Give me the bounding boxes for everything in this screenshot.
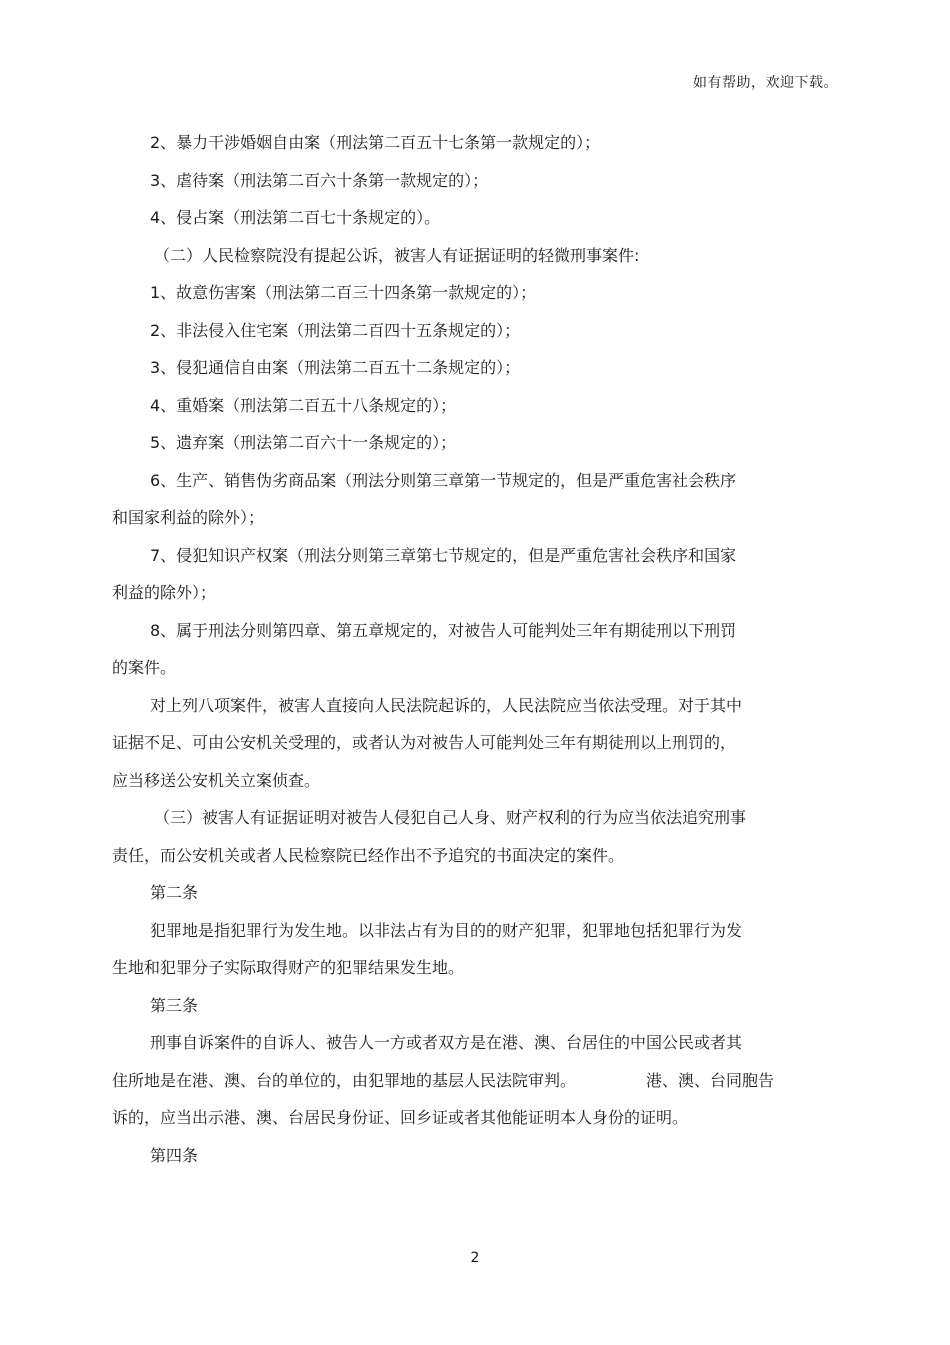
text-line: 利益的除外）； [112,583,217,602]
text-line: 生地和犯罪分子实际取得财产的犯罪结果发生地。 [112,958,465,977]
article-heading: 第四条 [150,1145,199,1165]
text-line: 6、生产、销售伪劣商品案（刑法分则第三章第一节规定的，但是严重危害社会秩序 [150,470,737,490]
text-line: （三）被害人有证据证明对被告人侵犯自己人身、财产权利的行为应当依法追究刑事 [154,808,747,827]
text-line: 3、虐待案（刑法第二百六十条第一款规定的）； [150,170,489,190]
document-body [112,124,852,1174]
text-line: 刑事自诉案件的自诉人、被告人一方或者双方是在港、澳、台居住的中国公民或者其 [150,1033,743,1052]
text-segment: 住所地是在港、澳、台的单位的，由犯罪地的基层人民法院审判。 [112,1070,577,1090]
text-segment: 港、澳、台同胞告 [646,1070,775,1090]
text-line: （二）人民检察院没有提起公诉，被害人有证据证明的轻微刑事案件: [154,245,640,265]
article-heading: 第三条 [150,995,199,1015]
text-line: 7、侵犯知识产权案（刑法分则第三章第七节规定的，但是严重危害社会秩序和国家 [150,545,737,565]
text-line: 证据不足、可由公安机关受理的，或者认为对被告人可能判处三年有期徒刑以上刑罚的， [112,733,737,752]
text-line: 3、侵犯通信自由案（刑法第二百五十二条规定的）； [150,358,521,377]
text-line: 犯罪地是指犯罪行为发生地。以非法占有为目的的财产犯罪，犯罪地包括犯罪行为发 [150,920,743,940]
text-line: 1、故意伤害案（刑法第二百三十四条第一款规定的）； [150,283,537,302]
text-line: 对上列八项案件，被害人直接向人民法院起诉的，人民法院应当依法受理。对于其中 [150,695,743,715]
text-line: 2、非法侵入住宅案（刑法第二百四十五条规定的）； [150,320,521,340]
text-line: 应当移送公安机关立案侦查。 [112,770,321,790]
text-line: 2、暴力干涉婚姻自由案（刑法第二百五十七条第一款规定的）； [150,133,601,152]
text-line: 4、侵占案（刑法第二百七十条规定的）。 [150,208,441,227]
text-line: 和国家利益的除外）； [112,508,265,527]
text-line: 责任，而公安机关或者人民检察院已经作出不予追究的书面决定的案件。 [112,845,625,865]
text-line: 的案件。 [112,658,177,677]
page-number: 2 [470,1250,480,1266]
text-line: 5、遗弃案（刑法第二百六十一条规定的）； [150,433,457,452]
header-note: 如有帮助，欢迎下载。 [693,75,838,91]
article-heading: 第二条 [150,883,199,902]
text-line [112,1062,852,1100]
text-line: 8、属于刑法分则第四章、第五章规定的，对被告人可能判处三年有期徒刑以下刑罚 [150,620,737,640]
text-line: 诉的，应当出示港、澳、台居民身份证、回乡证或者其他能证明本人身份的证明。 [112,1108,689,1127]
text-line: 4、重婚案（刑法第二百五十八条规定的）； [150,395,457,415]
